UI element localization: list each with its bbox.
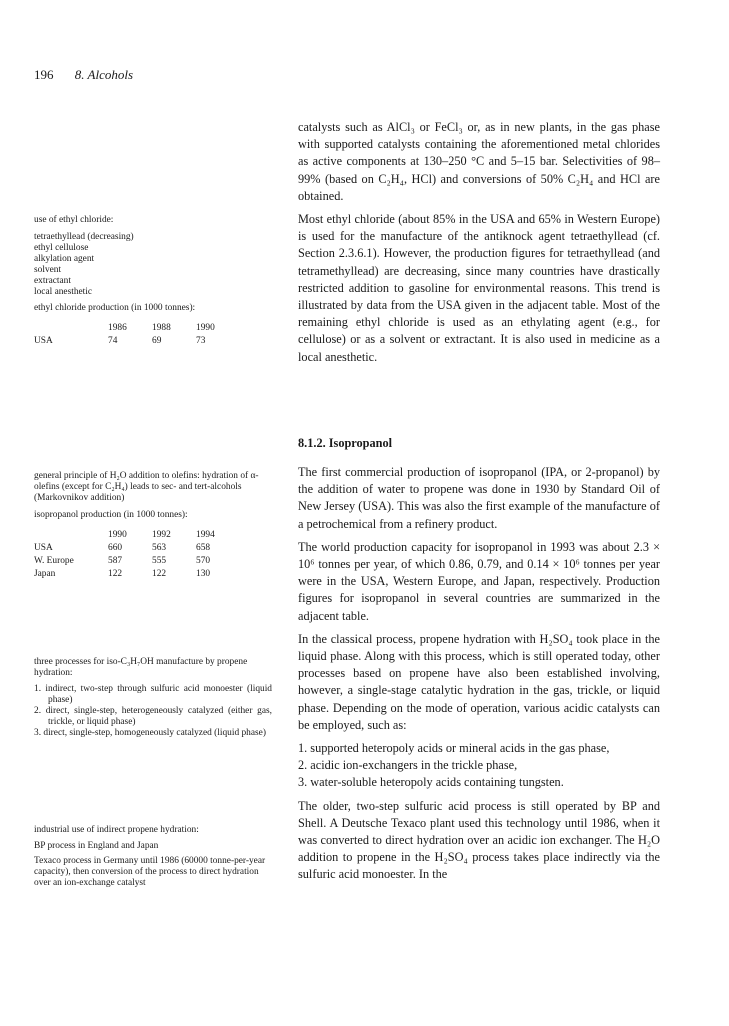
production-label: isopropanol production (in 1000 tonnes): [34, 510, 188, 520]
sidebar-note: BP process in England and Japan [34, 841, 159, 851]
list-item: 1. supported heteropoly acids or mineral acids in the gas phase, [298, 741, 610, 756]
page-header [34, 67, 133, 83]
sidebar-indirect-hydration-use [34, 825, 272, 889]
year-cell: 1990 [196, 323, 215, 333]
table-row [34, 569, 215, 582]
value-cell: 122 [108, 569, 123, 579]
table-header-row [34, 530, 215, 543]
sidebar-note: Texaco process in Germany until 1986 (60000 tonne-per-year capacity), then conversion of the process to direct hydration over an ion-exchange catalyst [34, 856, 266, 888]
year-cell: 1988 [152, 323, 171, 333]
sidebar-heading: use of ethyl chloride: [34, 215, 114, 225]
country-cell: Japan [34, 569, 56, 579]
paragraph: catalysts such as AlCl₃ or FeCl₃ or, as in new plants, in the gas phase with supported catalysts containing the aforementioned metal chlorides as active components at 130–250 °C and 5–15 bar. Selectivities of 98–99% (based on C₂H₄, HCl) and conversions of 50% C₂H₄ and HCl are obtained. [298, 120, 660, 203]
table-row [34, 556, 215, 569]
page-number: 196 [34, 67, 54, 82]
year-cell: 1990 [108, 530, 127, 540]
value-cell: 555 [152, 556, 167, 566]
list-item: 1. indirect, two-step through sulfuric acid monoester (liquid phase) [34, 684, 272, 705]
value-cell: 570 [196, 556, 211, 566]
value-cell: 122 [152, 569, 167, 579]
production-label: ethyl chloride production (in 1000 tonnes): [34, 303, 196, 313]
paragraph: Most ethyl chloride (about 85% in the USA and 65% in Western Europe) is used for the manufacture of the antiknock agent tetraethyllead (cf. Section 2.3.6.1). However, the production figures for tetraethyllead (and tetramethyllead) are decreasing, since many countries have drastically restricted addition to gasoline for environmental reasons. This trend is illustrated by data from the USA given in the adjacent table. Most of the remaining ethyl chloride is used as an ethylating agent (e.g., for cellulose) or as a solvent or extractant. It is also used in medicine as a local anesthetic. [298, 212, 660, 364]
value-cell: 130 [196, 569, 211, 579]
sidebar-hydration-principle [34, 471, 272, 582]
use-item: local anesthetic [34, 287, 93, 297]
catalyst-list [298, 740, 660, 792]
sidebar-three-processes [34, 657, 272, 739]
paragraph: In the classical process, propene hydration with H₂SO₄ took place in the liquid phase. Along with this process, which is still operated today, other processes based on propene have also been established involving, however, a single-stage catalytic hydration in the gas, trickle, or liquid phase. Depending on the mode of operation, various acidic catalysts can be employed, such as: [298, 631, 660, 732]
value-cell: 74 [108, 336, 118, 346]
paragraph: The world production capacity for isopropanol in 1993 was about 2.3 × 10⁶ tonnes per year, of which 0.86, 0.79, and 0.14 × 10⁶ tonnes per year were in the USA, Western Europe, and Japan, respectively. Production figures for isopropanol in several countries are summarized in the adjacent table. [298, 539, 660, 623]
table-row [34, 543, 215, 556]
year-cell: 1986 [108, 323, 127, 333]
principle-note: general principle of H₂O addition to olefins: hydration of α-olefins (except for C₂H₄) leads to sec- and tert-alcohols (Markovnikov addition) [34, 471, 259, 503]
isopropanol-production-table [34, 530, 215, 582]
sidebar-ethyl-chloride [34, 215, 272, 349]
use-item: alkylation agent [34, 254, 95, 264]
sidebar-heading: three processes for iso-C₃H₇OH manufacture by propene hydration: [34, 657, 248, 678]
value-cell: 69 [152, 336, 162, 346]
paragraph: The first commercial production of isopropanol (IPA, or 2-propanol) by the addition of water to propene was done in 1930 by Standard Oil of New Jersey (USA). This was also the first example of the manufacture of a petrochemical from a refinery product. [298, 465, 660, 531]
use-item: extractant [34, 276, 71, 286]
country-cell: USA [34, 543, 53, 553]
country-cell: W. Europe [34, 556, 74, 566]
table-row [34, 336, 215, 349]
year-cell: 1992 [152, 530, 171, 540]
value-cell: 660 [108, 543, 123, 553]
sidebar-heading: industrial use of indirect propene hydration: [34, 825, 199, 835]
process-list [34, 684, 272, 739]
table-header-row [34, 323, 215, 336]
list-item: 2. acidic ion-exchangers in the trickle phase, [298, 758, 518, 773]
ethyl-chloride-production-table [34, 323, 215, 349]
list-item: 3. direct, single-step, homogeneously catalyzed (liquid phase) [34, 728, 266, 738]
use-item: ethyl cellulose [34, 243, 89, 253]
country-cell: USA [34, 336, 53, 346]
use-item: tetraethyllead (decreasing) [34, 232, 134, 242]
paragraph: The older, two-step sulfuric acid process is still operated by BP and Shell. A Deutsche Texaco plant used this technology until 1986, when it was converted to direct hydration over an acidic ion exchanger. The H₂O addition to propene in the H₂SO₄ process takes place indirectly via the sulfuric acid monoester. In the [298, 798, 660, 882]
running-title: 8. Alcohols [74, 67, 134, 82]
section-heading: 8.1.2. Isopropanol [298, 436, 393, 450]
use-item: solvent [34, 265, 62, 275]
main-text-isopropanol [298, 464, 660, 884]
value-cell: 587 [108, 556, 123, 566]
main-text-top [298, 119, 660, 366]
value-cell: 658 [196, 543, 211, 553]
list-item: 2. direct, single-step, heterogeneously catalyzed (either gas, trickle, or liquid phase) [34, 706, 272, 727]
value-cell: 73 [196, 336, 206, 346]
value-cell: 563 [152, 543, 167, 553]
year-cell: 1994 [196, 530, 215, 540]
list-item: 3. water-soluble heteropoly acids containing tungsten. [298, 775, 564, 790]
